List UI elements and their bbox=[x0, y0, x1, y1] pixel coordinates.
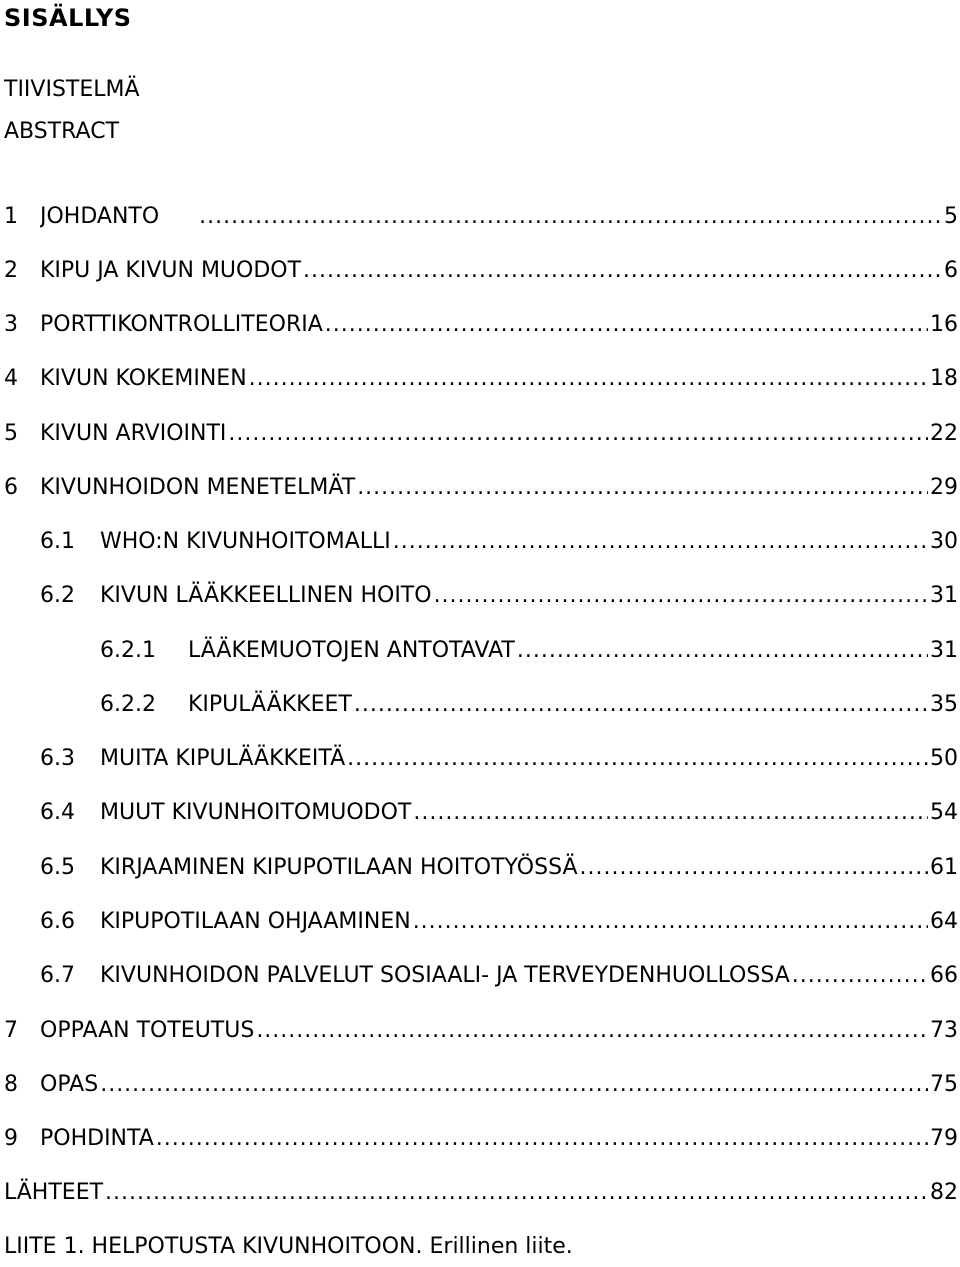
toc-dot-leader bbox=[100, 1070, 928, 1100]
toc-entry-page: 31 bbox=[930, 638, 958, 663]
toc-entry-title: POHDINTA bbox=[40, 1126, 154, 1151]
toc-entry-number: 6.6 bbox=[40, 909, 75, 934]
toc-entry[interactable] bbox=[0, 1178, 958, 1208]
toc-entry-title: KIRJAAMINEN KIPUPOTILAAN HOITOTYÖSSÄ bbox=[100, 855, 578, 880]
toc-entry[interactable] bbox=[0, 581, 958, 611]
toc-entry-number: 3 bbox=[4, 312, 18, 337]
toc-entry[interactable] bbox=[0, 961, 958, 991]
toc-entry[interactable] bbox=[0, 202, 958, 232]
page-title: SISÄLLYS bbox=[4, 4, 132, 32]
toc-entry-page: 50 bbox=[930, 746, 958, 771]
toc-appendix: LIITE 1. HELPOTUSTA KIVUNHOITOON. Erillinen liite. bbox=[4, 1234, 573, 1259]
toc-entry-page: 82 bbox=[930, 1180, 958, 1205]
toc-entry-page: 75 bbox=[930, 1072, 958, 1097]
toc-dot-leader bbox=[303, 256, 942, 286]
toc-entry-title: KIVUN ARVIOINTI bbox=[40, 421, 227, 446]
toc-entry-title: WHO:N KIVUNHOITOMALLI bbox=[100, 529, 391, 554]
toc-entry-title: MUITA KIPULÄÄKKEITÄ bbox=[100, 746, 346, 771]
toc-entry[interactable] bbox=[0, 1016, 958, 1046]
toc-entry-page: 29 bbox=[930, 475, 958, 500]
toc-entry-page: 66 bbox=[930, 963, 958, 988]
toc-entry-number: 9 bbox=[4, 1126, 18, 1151]
toc-entry-number: 8 bbox=[4, 1072, 18, 1097]
toc-entry-page: 30 bbox=[930, 529, 958, 554]
toc-dot-leader bbox=[517, 636, 928, 666]
toc-dot-leader bbox=[105, 1178, 928, 1208]
toc-entry-number: 1 bbox=[4, 204, 18, 229]
toc-entry-page: 31 bbox=[930, 583, 958, 608]
toc-entry-number: 2 bbox=[4, 258, 18, 283]
toc-entry-title: LÄHTEET bbox=[4, 1180, 104, 1205]
toc-dot-leader bbox=[156, 1124, 928, 1154]
toc-entry-number: 6.4 bbox=[40, 800, 75, 825]
toc-entry-title: KIVUN KOKEMINEN bbox=[40, 366, 247, 391]
toc-entry-page: 54 bbox=[930, 800, 958, 825]
toc-entry-page: 5 bbox=[944, 204, 958, 229]
toc-entry[interactable] bbox=[0, 636, 958, 666]
toc-entry-page: 18 bbox=[930, 366, 958, 391]
toc-dot-leader bbox=[199, 202, 942, 232]
toc-dot-leader bbox=[354, 690, 928, 720]
toc-dot-leader bbox=[357, 473, 928, 503]
toc-entry-number: 4 bbox=[4, 366, 18, 391]
toc-entry-number: 6.2.2 bbox=[100, 692, 156, 717]
toc-entry-title: KIVUNHOIDON MENETELMÄT bbox=[40, 475, 356, 500]
toc-entry-title: MUUT KIVUNHOITOMUODOT bbox=[100, 800, 412, 825]
toc-entry[interactable] bbox=[0, 853, 958, 883]
toc-entry-page: 61 bbox=[930, 855, 958, 880]
toc-entry-title: LÄÄKEMUOTOJEN ANTOTAVAT bbox=[188, 638, 515, 663]
toc-entry-number: 6.2.1 bbox=[100, 638, 156, 663]
toc-dot-leader bbox=[413, 798, 928, 828]
toc-entry-number: 7 bbox=[4, 1018, 18, 1043]
toc-dot-leader bbox=[434, 581, 928, 611]
toc-dot-leader bbox=[228, 419, 928, 449]
toc-entry[interactable] bbox=[0, 907, 958, 937]
toc-entry-number: 6 bbox=[4, 475, 18, 500]
toc-entry-title: OPPAAN TOTEUTUS bbox=[40, 1018, 255, 1043]
toc-entry-number: 6.3 bbox=[40, 746, 75, 771]
toc-entry[interactable] bbox=[0, 310, 958, 340]
toc-dot-leader bbox=[347, 744, 928, 774]
toc-entry-number: 6.5 bbox=[40, 855, 75, 880]
toc-dot-leader bbox=[325, 310, 928, 340]
toc-entry-page: 73 bbox=[930, 1018, 958, 1043]
toc-entry[interactable] bbox=[0, 256, 958, 286]
toc-front-matter-abstract-fi: TIIVISTELMÄ bbox=[4, 77, 140, 102]
toc-entry[interactable] bbox=[0, 364, 958, 394]
toc-entry-title: PORTTIKONTROLLITEORIA bbox=[40, 312, 323, 337]
toc-front-matter-abstract-en: ABSTRACT bbox=[4, 119, 120, 144]
toc-dot-leader bbox=[580, 853, 929, 883]
toc-entry-number: 5 bbox=[4, 421, 18, 446]
toc-entry[interactable] bbox=[0, 798, 958, 828]
toc-entry-title: KIVUNHOIDON PALVELUT SOSIAALI- JA TERVEYDENHUOLLOSSA bbox=[100, 963, 790, 988]
toc-entry[interactable] bbox=[0, 527, 958, 557]
toc-entry[interactable] bbox=[0, 419, 958, 449]
toc-entry-number: 6.2 bbox=[40, 583, 75, 608]
toc-entry-number: 6.7 bbox=[40, 963, 75, 988]
toc-entry-page: 79 bbox=[930, 1126, 958, 1151]
toc-entry-title: OPAS bbox=[40, 1072, 99, 1097]
toc-entry-title: KIPULÄÄKKEET bbox=[188, 692, 352, 717]
toc-dot-leader bbox=[249, 364, 928, 394]
toc-entry-number: 6.1 bbox=[40, 529, 75, 554]
toc-entry-title: KIPU JA KIVUN MUODOT bbox=[40, 258, 302, 283]
toc-entry-page: 16 bbox=[930, 312, 958, 337]
toc-dot-leader bbox=[413, 907, 928, 937]
toc-entry[interactable] bbox=[0, 1070, 958, 1100]
toc-entry-title: KIPUPOTILAAN OHJAAMINEN bbox=[100, 909, 411, 934]
toc-entry-page: 6 bbox=[944, 258, 958, 283]
toc-entry[interactable] bbox=[0, 1124, 958, 1154]
toc-dot-leader bbox=[792, 961, 928, 991]
toc-entry-page: 64 bbox=[930, 909, 958, 934]
toc-entry[interactable] bbox=[0, 473, 958, 503]
toc-dot-leader bbox=[256, 1016, 928, 1046]
toc-entry[interactable] bbox=[0, 744, 958, 774]
toc-entry-page: 35 bbox=[930, 692, 958, 717]
toc-entry[interactable] bbox=[0, 690, 958, 720]
toc-entry-title: KIVUN LÄÄKKEELLINEN HOITO bbox=[100, 583, 432, 608]
toc-entry-page: 22 bbox=[930, 421, 958, 446]
toc-entry-title: JOHDANTO bbox=[40, 204, 160, 229]
toc-dot-leader bbox=[393, 527, 928, 557]
